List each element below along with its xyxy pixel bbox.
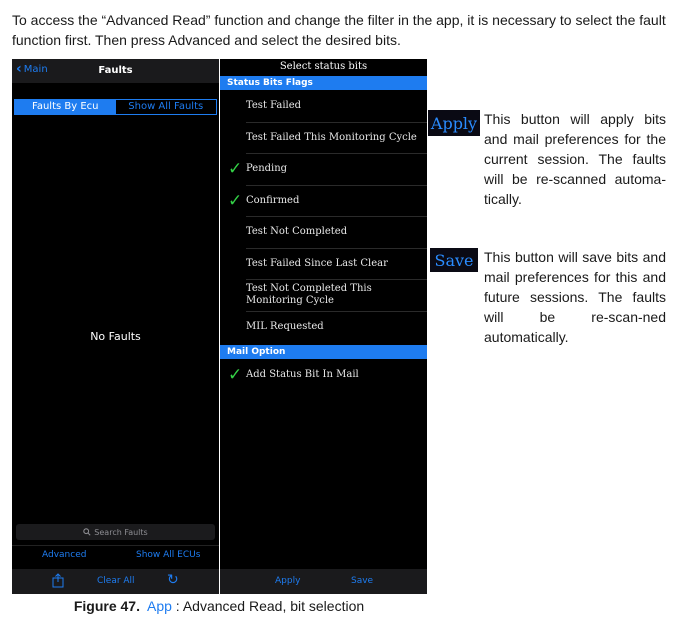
row-divider <box>246 216 427 217</box>
faults-segmented-control <box>14 99 217 115</box>
back-label: Main <box>23 63 48 75</box>
checkmark-icon: ✓ <box>228 365 243 385</box>
search-icon <box>83 528 91 536</box>
figure-number: Figure 47. <box>73 598 140 614</box>
apply-button[interactable]: Apply <box>275 576 301 586</box>
empty-message: No Faults <box>90 330 141 343</box>
refresh-icon[interactable]: ↻ <box>167 572 179 588</box>
faults-toolbar <box>12 569 219 594</box>
row-divider <box>246 122 427 123</box>
flag-label: Pending <box>246 163 288 174</box>
faults-screen <box>12 59 219 594</box>
status-bits-title: Select status bits <box>279 61 368 72</box>
row-divider <box>246 248 427 249</box>
save-button[interactable]: Save <box>351 576 374 586</box>
figure-caption <box>0 598 438 614</box>
save-description: This button will save bits and mail preferences for this and future sessions. The faults will be re-scan-ned automatically. <box>484 249 666 345</box>
row-divider <box>246 311 427 312</box>
checkmark-icon: ✓ <box>228 159 243 179</box>
advanced-button[interactable]: Advanced <box>42 550 87 560</box>
row-divider <box>246 185 427 186</box>
checkmark-icon: ✓ <box>228 191 243 211</box>
section-mail-option: Mail Option <box>220 345 427 359</box>
flag-label: Confirmed <box>246 195 300 206</box>
show-all-ecus-button[interactable]: Show All ECUs <box>136 550 201 560</box>
flag-label: Test Failed <box>246 100 302 111</box>
mail-option-label: Add Status Bit In Mail <box>246 369 359 380</box>
save-badge: Save <box>430 248 478 272</box>
row-divider <box>246 153 427 154</box>
divider <box>12 545 219 546</box>
apply-badge: Apply <box>428 110 480 136</box>
flag-label: Test Failed This Monitoring Cycle <box>246 132 417 143</box>
row-divider <box>246 279 427 280</box>
faults-action-bar <box>12 548 219 566</box>
faults-title: Faults <box>98 65 133 76</box>
status-bits-screen <box>220 59 427 594</box>
chevron-left-icon: ‹ <box>16 61 22 77</box>
app-link[interactable]: App <box>147 598 172 614</box>
share-icon[interactable] <box>52 573 64 591</box>
intro-paragraph: To access the “Advanced Read” function and change the filter in the app, it is necessary to select the fault function first. Then press Advanced and select the desired bits. <box>12 12 666 48</box>
caption-text: : Advanced Read, bit selection <box>171 598 365 614</box>
search-input[interactable] <box>16 524 215 540</box>
flag-label: Test Not Completed <box>246 226 348 237</box>
faults-nav-bar <box>12 59 219 83</box>
status-bits-toolbar <box>220 569 427 594</box>
search-placeholder: Search Faults <box>94 527 148 537</box>
apply-description: This button will apply bits and mail preferences for the current session. The faults will be re-scanned automa-tically. <box>484 111 666 207</box>
flag-label: Test Failed Since Last Clear <box>246 258 388 269</box>
tab-faults-by-ecu[interactable]: Faults By Ecu <box>15 100 116 114</box>
flag-label: Test Not Completed This Monitoring Cycle <box>246 283 372 306</box>
flag-label: MIL Requested <box>246 321 324 332</box>
clear-all-button[interactable]: Clear All <box>97 576 135 586</box>
tab-show-all-faults[interactable]: Show All Faults <box>128 101 204 112</box>
section-status-bits-flags: Status Bits Flags <box>220 76 427 90</box>
